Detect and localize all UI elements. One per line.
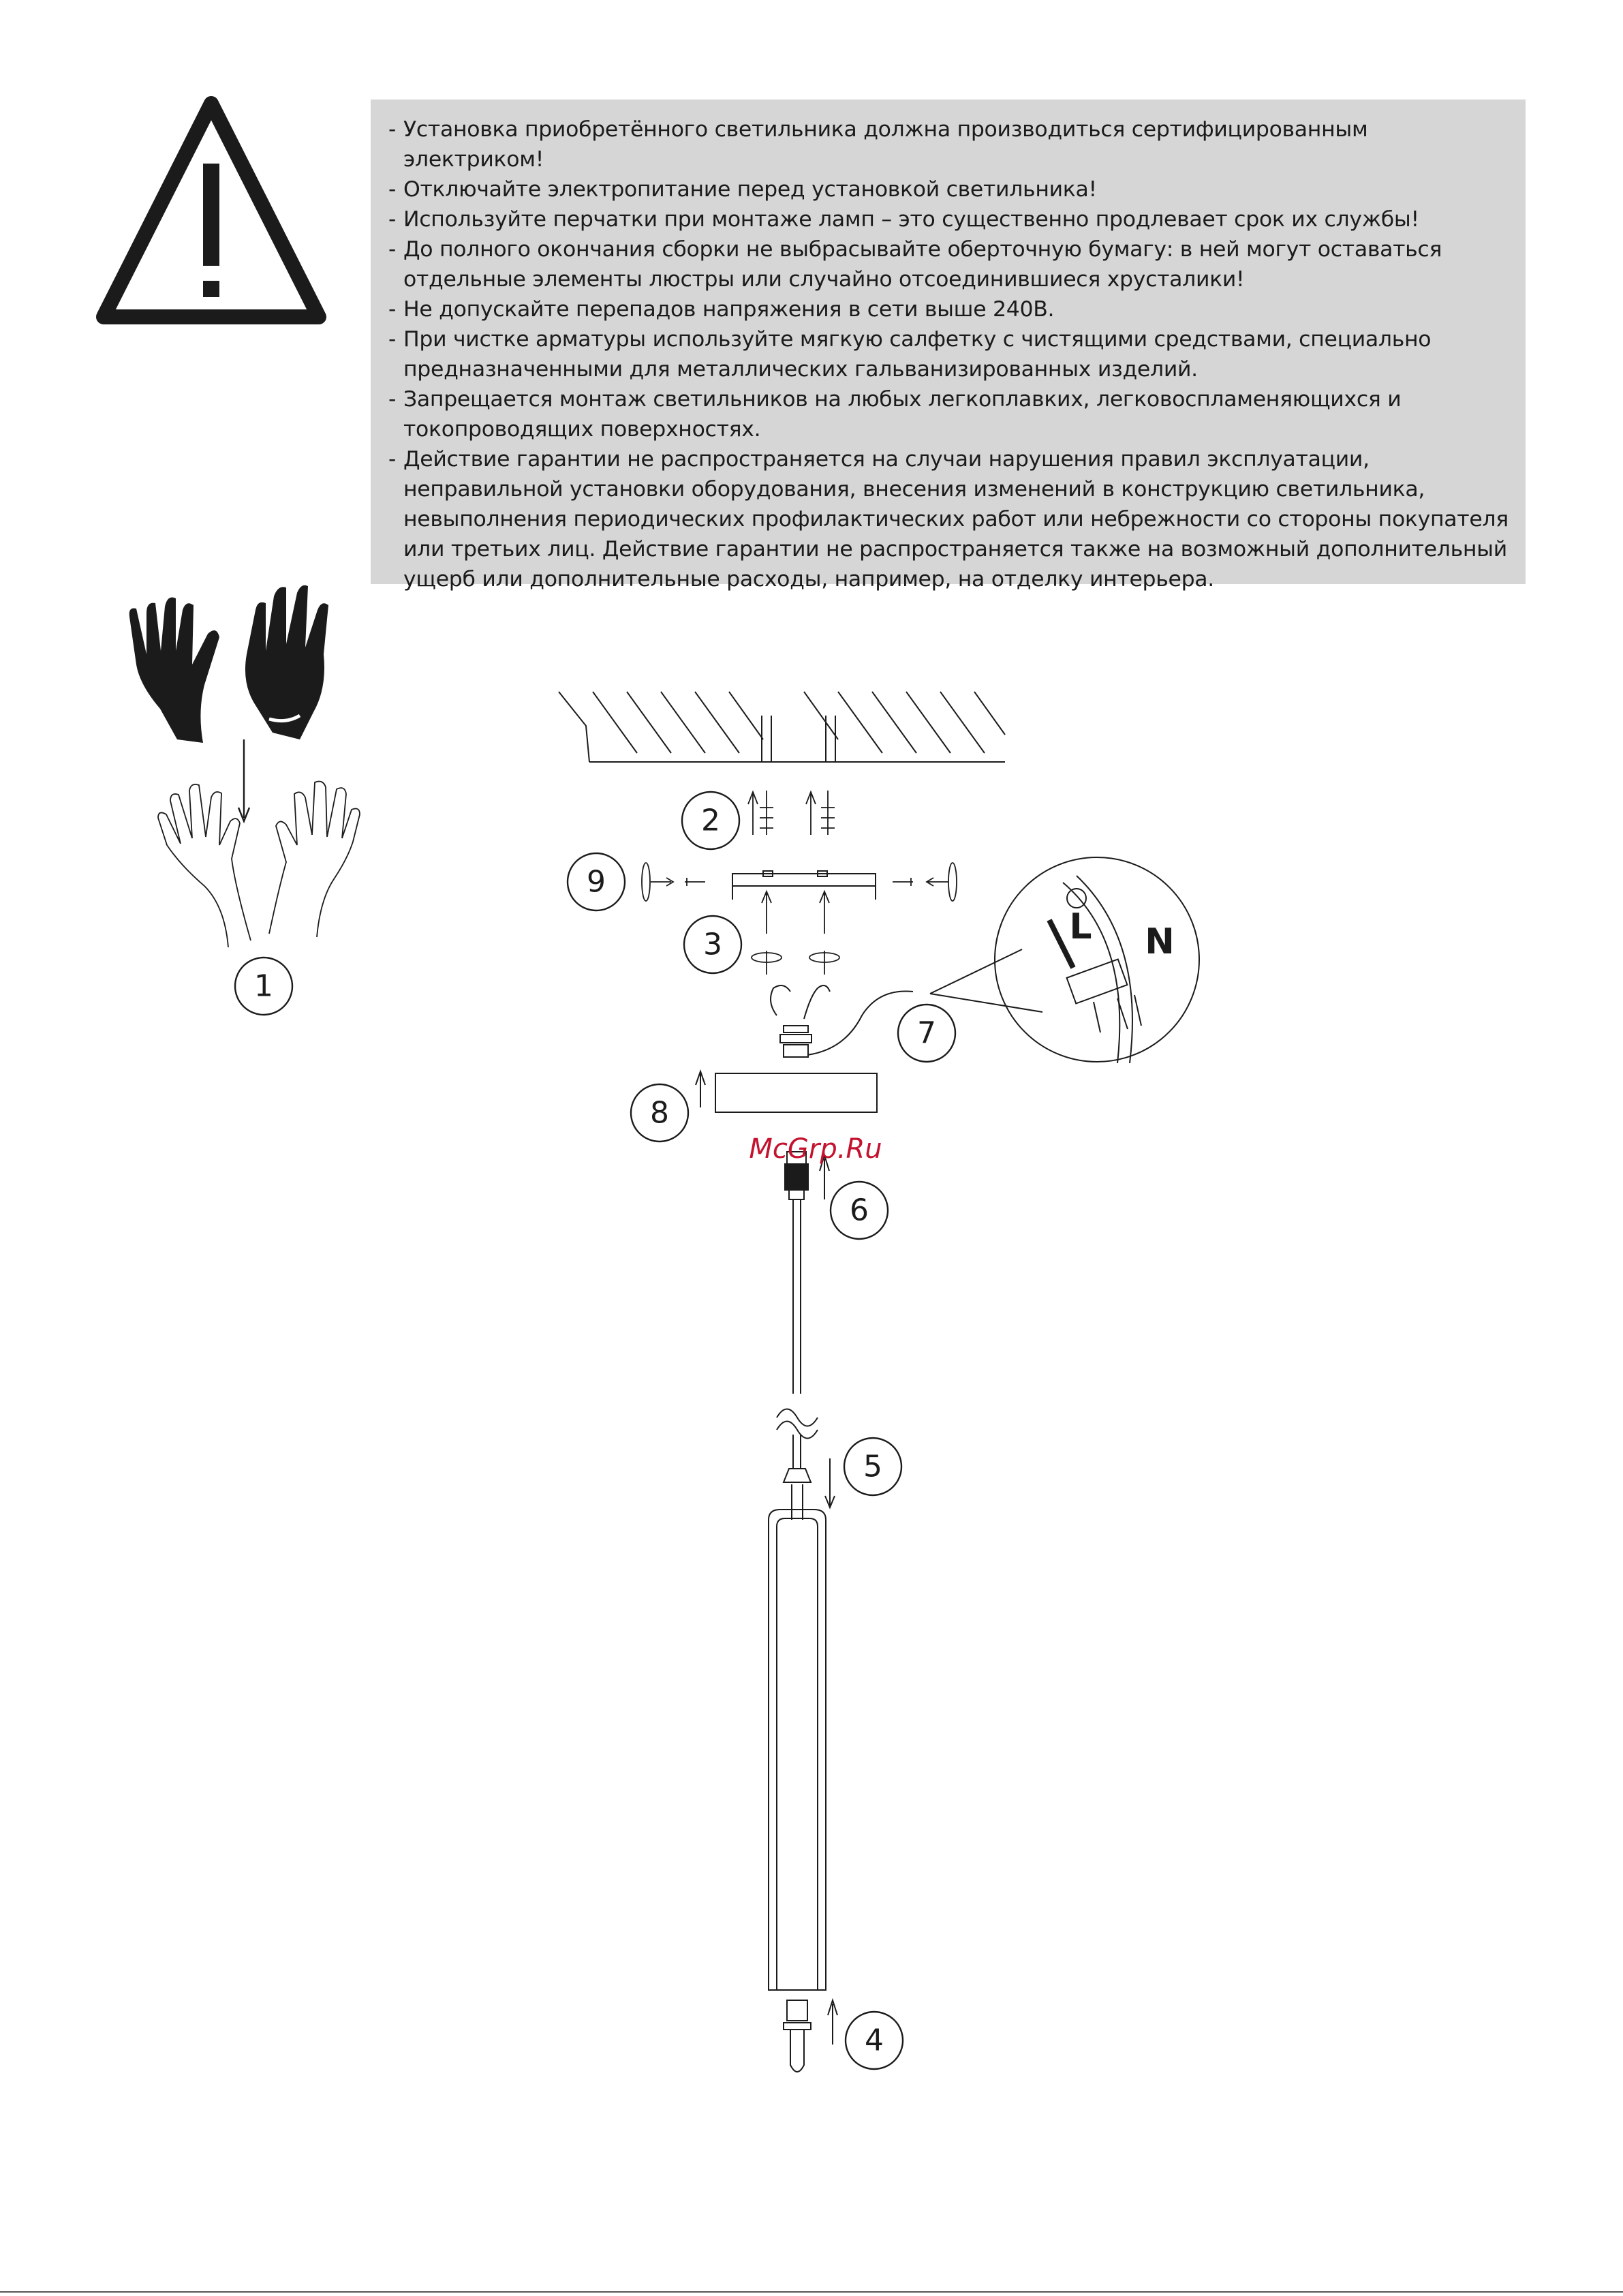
step-9-number: 9: [587, 864, 606, 900]
step-8-number: 8: [650, 1095, 669, 1131]
mounting-bracket: [732, 871, 876, 900]
ceiling: [559, 692, 1005, 762]
warning-item: - Запрещается монтаж светильников на любых легкоплавких, легковоспламеняющихся и токопроводящих поверхностях.: [388, 384, 1512, 444]
warning-item: - Установка приобретённого светильника должна производиться сертифицированным электриком!: [388, 114, 1512, 174]
dowels-icon: [748, 791, 835, 835]
watermark: McGrp.Ru: [749, 1133, 882, 1165]
warning-item: - До полного окончания сборки не выбрасывайте оберточную бумагу: в ней могут оставаться отдельные элементы люстры или случайно отсоединившиеся хрусталики!: [388, 234, 1512, 294]
lamp-body: [769, 1484, 826, 1990]
warning-item: - Действие гарантии не распространяется на случаи нарушения правил эксплуатации, неправильной установки оборудования, внесения изменений в конструкцию светильника, невыполнения периодических профилактических работ или небрежности со стороны покупателя или третьих лиц. Действие гарантии не распространяется также на возможный дополнительный ущерб или дополнительные расходы, например, на отделку интерьера.: [388, 444, 1512, 594]
side-screws-icon: [642, 863, 957, 901]
page-bottom-rule: [0, 2291, 1623, 2293]
step-3-number: 3: [703, 927, 722, 962]
step-1-number: 1: [254, 968, 273, 1004]
step-5-number: 5: [863, 1449, 882, 1484]
canopy: [696, 985, 913, 1112]
warning-item: - Отключайте электропитание перед установкой светильника!: [388, 174, 1512, 204]
step-6-number: 6: [850, 1193, 869, 1228]
warning-item: - Используйте перчатки при монтаже ламп – это существенно продлевает срок их службы!: [388, 204, 1512, 234]
live-wire-label: L: [1069, 906, 1092, 947]
suspension-cable: [777, 1199, 835, 1507]
warning-item: - Не допускайте перепадов напряжения в сети выше 240В.: [388, 294, 1512, 324]
gloves-icon: [129, 585, 328, 743]
warning-item: - При чистке арматуры используйте мягкую салфетку с чистящими средствами, специально предназначенными для металлических гальванизированных изделий.: [388, 324, 1512, 384]
bare-hands-icon: [158, 782, 360, 947]
screws-icon: [752, 891, 839, 975]
step-7-number: 7: [917, 1015, 936, 1051]
step-4-number: 4: [865, 2023, 884, 2058]
neutral-wire-label: N: [1145, 921, 1175, 962]
step-2-number: 2: [701, 803, 720, 838]
lamp-bulb: [784, 2000, 837, 2072]
